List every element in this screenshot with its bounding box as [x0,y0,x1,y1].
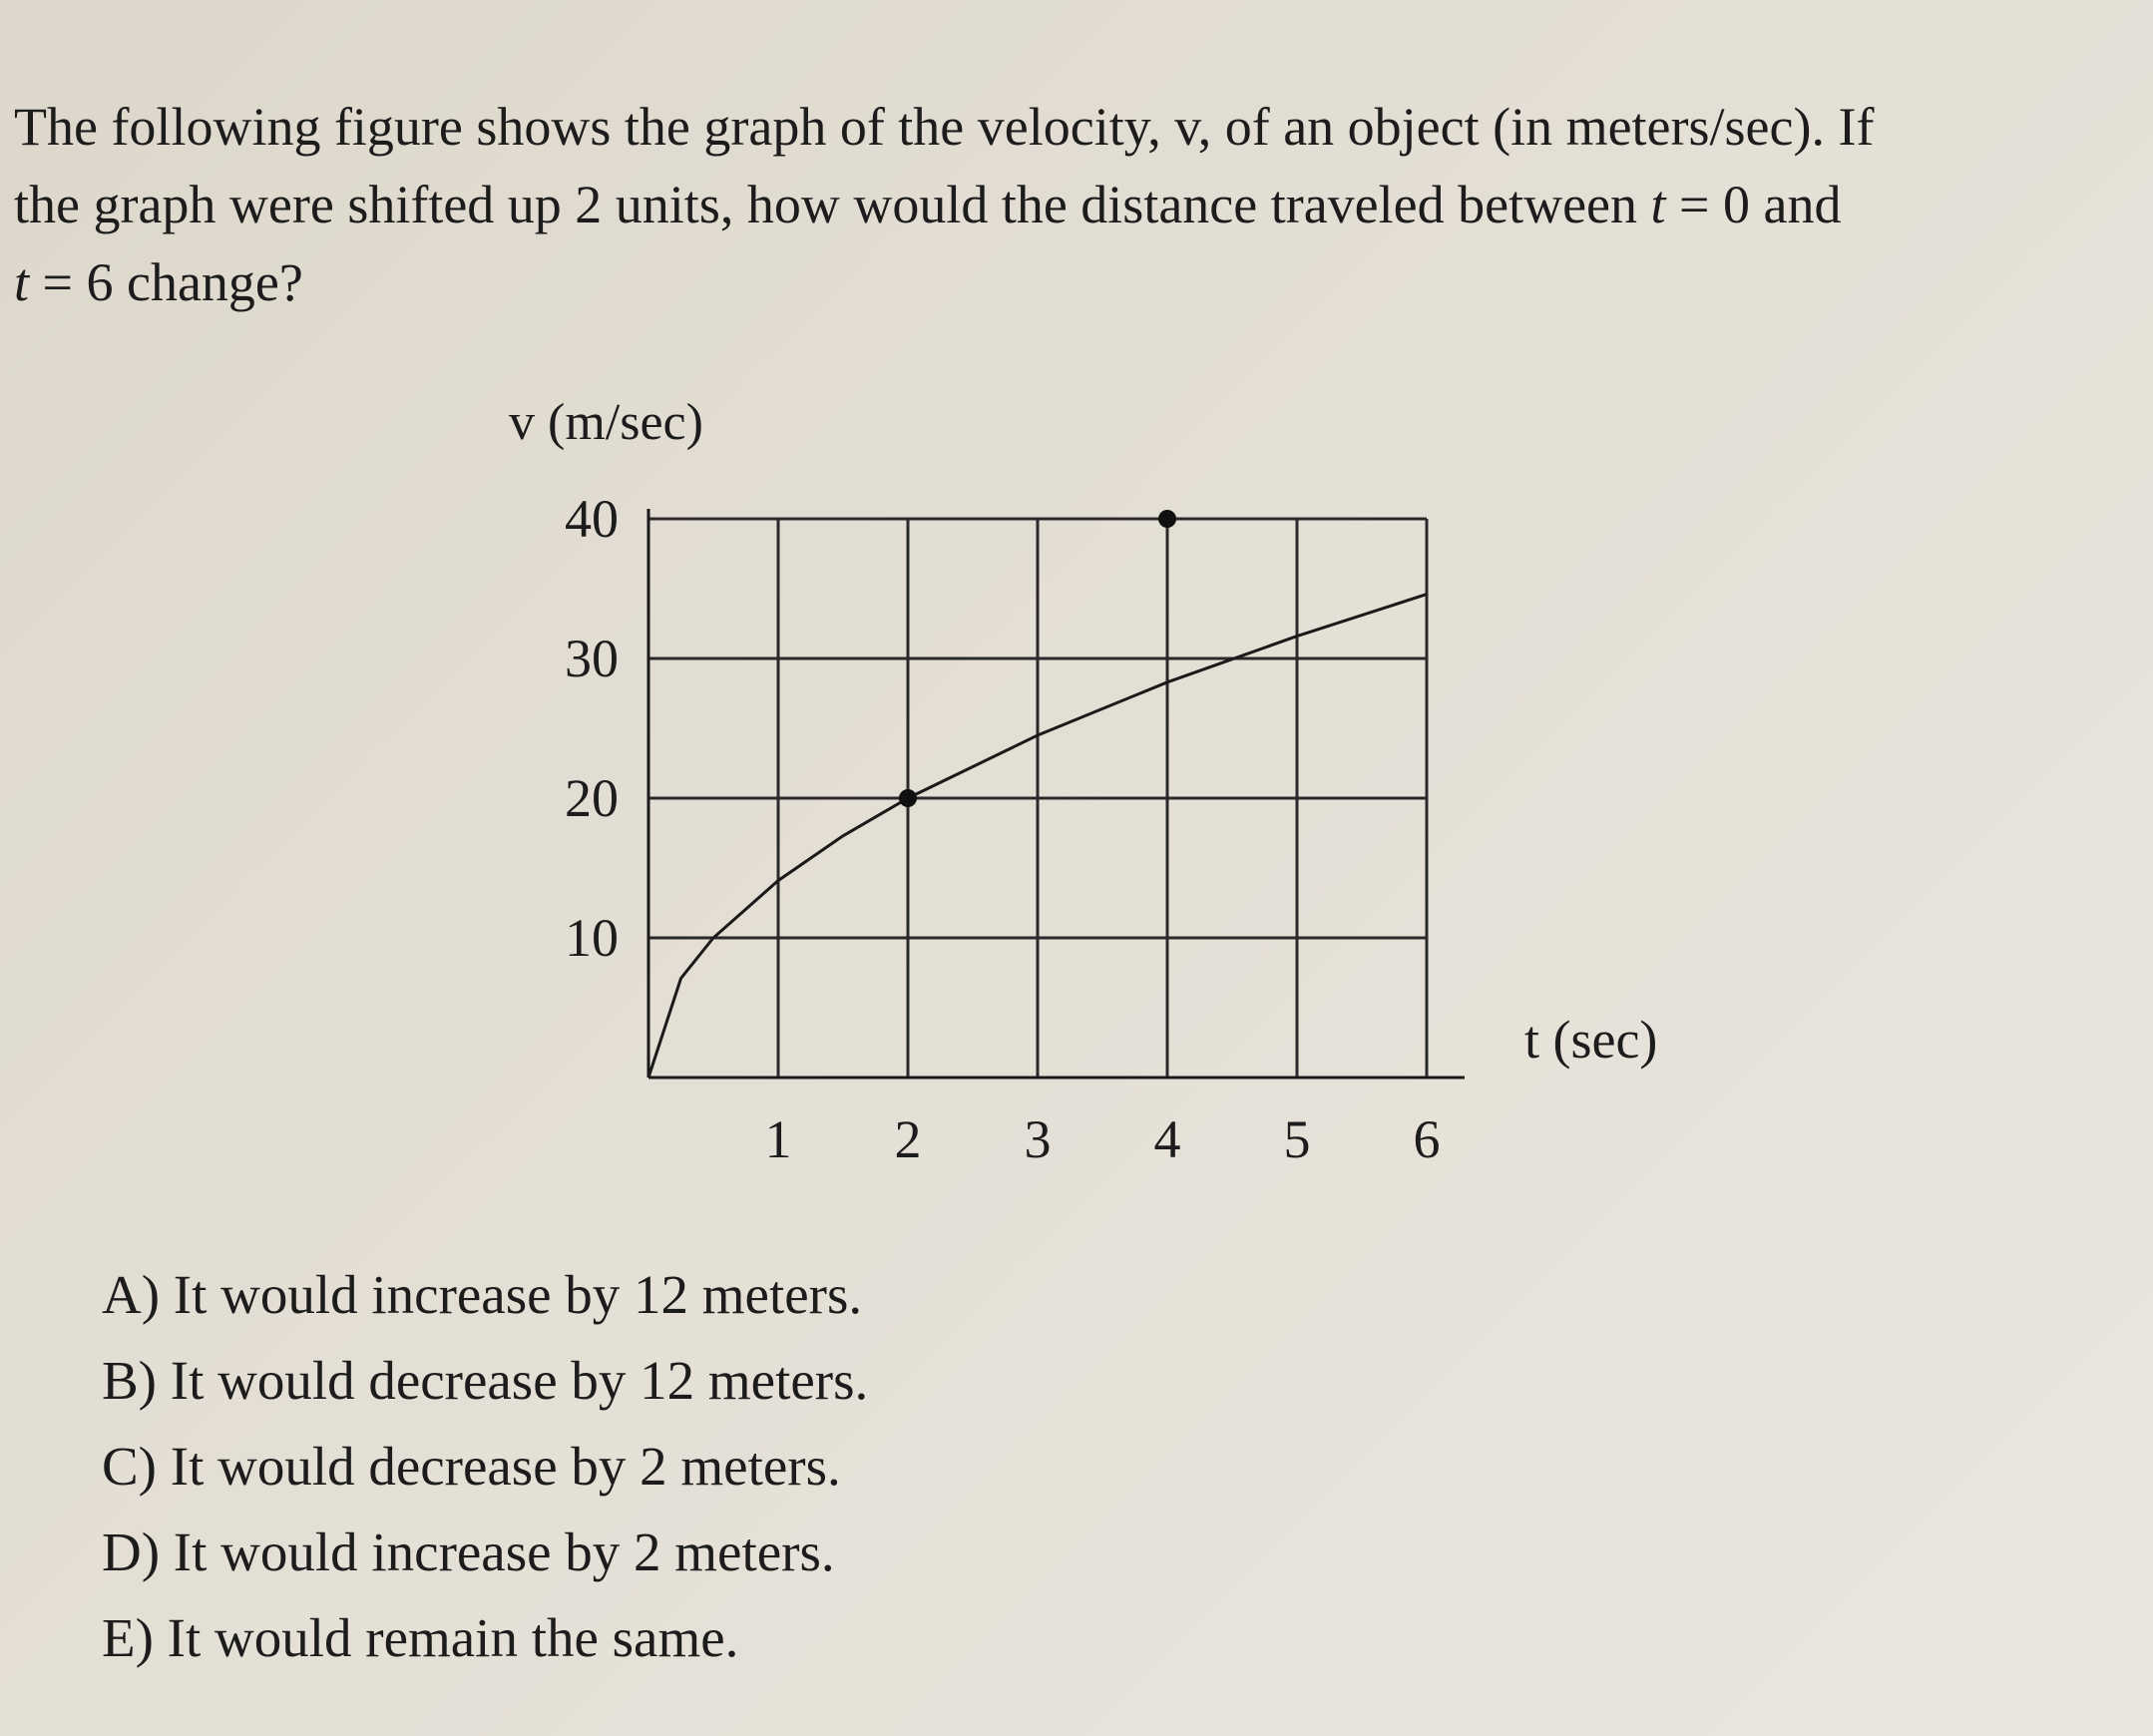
chart-labels [509,394,1657,1169]
chart-axes [648,509,1465,1078]
question-line-2 [14,166,2089,243]
question-line-3-text: = 6 change? [29,252,303,312]
chart-grid [648,519,1427,1078]
question-text [14,88,2089,321]
t-variable: t [14,252,30,312]
y-tick-label: 30 [565,629,619,688]
velocity-chart [479,379,1736,1217]
answer-choice[interactable]: C) It would decrease by 2 meters. [102,1436,841,1497]
velocity-chart-svg [479,379,1736,1217]
x-axis-label: t (sec) [1524,1010,1658,1070]
t-variable: t [1650,175,1666,234]
question-line-3 [14,243,2089,321]
data-point-marker [899,789,917,807]
question-line-2-text: the graph were shifted up 2 units, how would the distance traveled between [14,175,1651,234]
y-tick-label: 20 [565,768,619,828]
x-tick-label: 5 [1283,1109,1311,1169]
question-line-1: The following figure shows the graph of the velocity, v, of an object (in meters/sec). If [14,97,1875,157]
answer-choice[interactable]: A) It would increase by 12 meters. [102,1264,863,1325]
data-point-marker [1158,510,1176,528]
answer-choice[interactable]: D) It would increase by 2 meters. [102,1521,835,1582]
question-line-2-end: = 0 and [1665,175,1842,234]
y-axis-label: v (m/sec) [509,394,703,451]
y-tick-label: 10 [565,908,619,968]
x-tick-label: 4 [1153,1109,1181,1169]
x-tick-label: 1 [764,1109,792,1169]
answer-choice[interactable]: B) It would decrease by 12 meters. [102,1350,869,1411]
x-tick-label: 2 [894,1109,922,1169]
answer-choices [102,1252,868,1681]
y-tick-label: 40 [565,489,619,549]
answer-choice[interactable]: E) It would remain the same. [102,1607,739,1668]
x-tick-label: 6 [1413,1109,1441,1169]
x-tick-label: 3 [1024,1109,1052,1169]
